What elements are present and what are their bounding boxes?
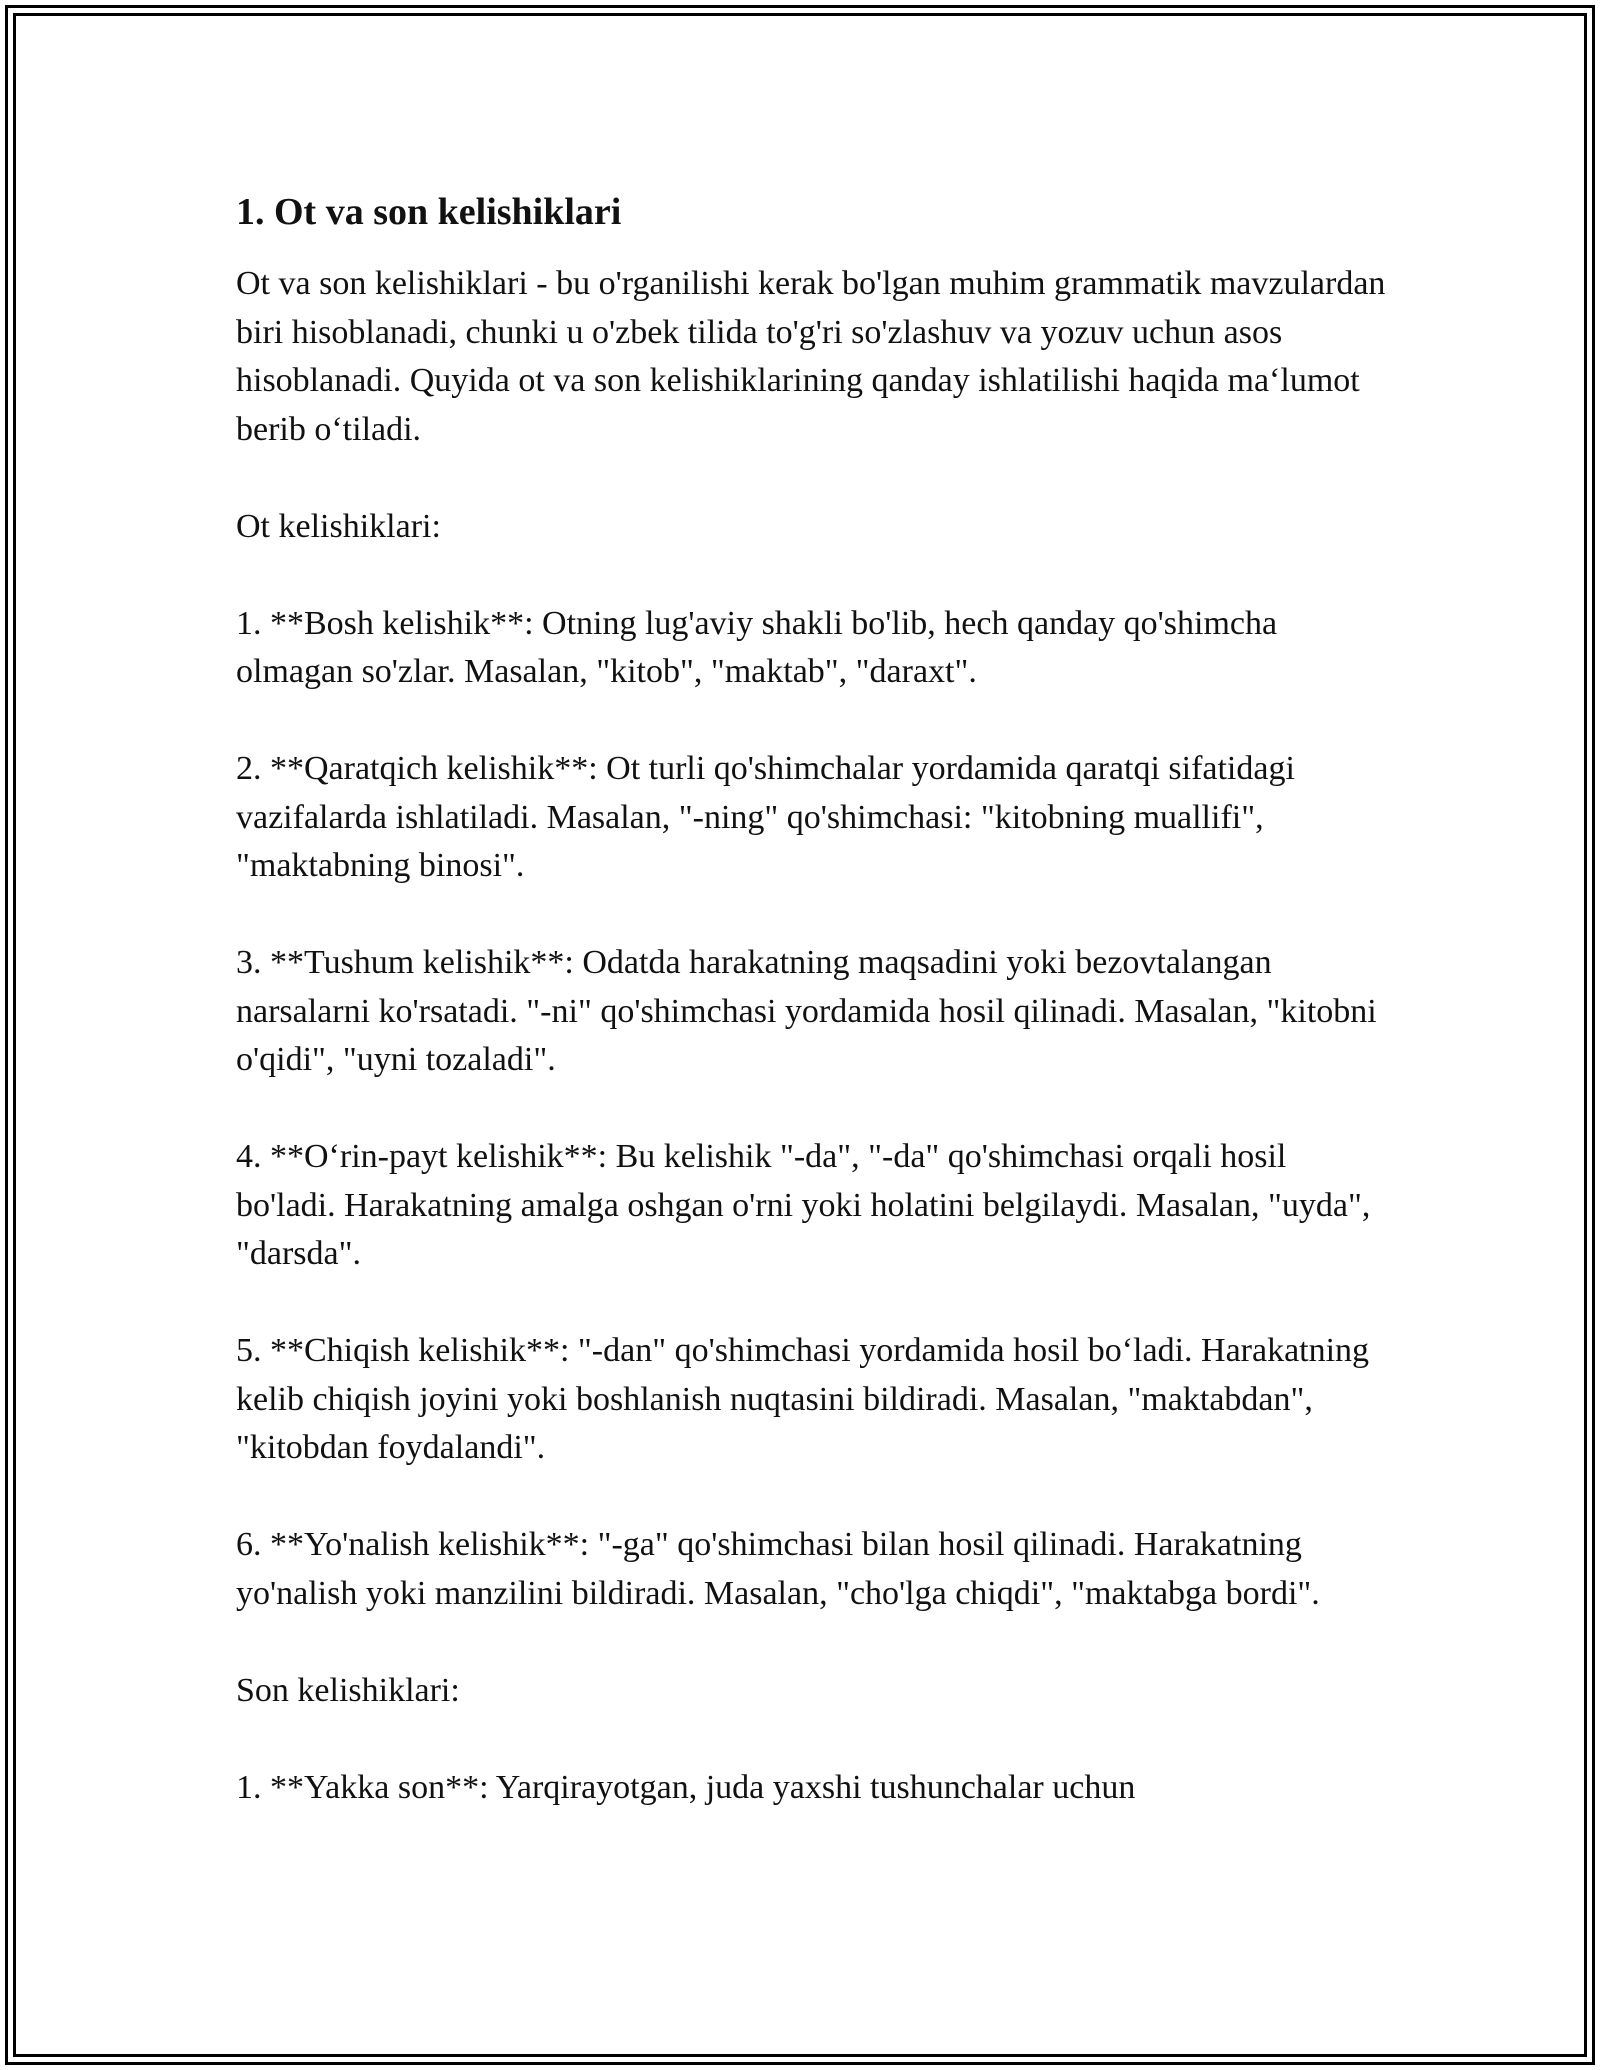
- page-title: 1. Ot va son kelishiklari: [236, 191, 622, 233]
- ot-item-4: 4. **O‘rin-payt kelishik**: Bu kelishik "-da", "-da" qo'shimchasi orqali hosil bo'ladi. Harakatning amalga oshgan o'rni yoki holatini belgilaydi. Masalan, "uyda", "darsda".: [236, 1138, 1371, 1272]
- ot-item-3: 3. **Tushum kelishik**: Odatda harakatning maqsadini yoki bezovtalangan narsalarni ko'rsatadi. "-ni" qo'shimchasi yordamida hosil qilinadi. Masalan, "kitobni o'qidi", "uyni tozaladi".: [236, 944, 1377, 1078]
- ot-item-2: 2. **Qaratqich kelishik**: Ot turli qo'shimchalar yordamida qaratqi sifatidagi vazifalarda ishlatiladi. Masalan, "-ning" qo'shimchasi: "kitobning muallifi", "maktabning binosi".: [236, 750, 1295, 884]
- son-heading: Son kelishiklari:: [236, 1671, 460, 1709]
- ot-item-1: 1. **Bosh kelishik**: Otning lug'aviy shakli bo'lib, hech qanday qo'shimcha olmagan so'zlar. Masalan, "kitob", "maktab", "daraxt".: [236, 604, 1278, 690]
- ot-item-6: 6. **Yo'nalish kelishik**: "-ga" qo'shimchasi bilan hosil qilinadi. Harakatning yo'nalish yoki manzilini bildiradi. Masalan, "cho'lga chiqdi", "maktabga bordi".: [236, 1526, 1320, 1612]
- ot-item-5: 5. **Chiqish kelishik**: "-dan" qo'shimchasi yordamida hosil bo‘ladi. Harakatning kelib chiqish joyini yoki boshlanish nuqtasini bildiradi. Masalan, "maktabdan", "kitobdan foydalandi".: [236, 1332, 1370, 1466]
- son-item-1: 1. **Yakka son**: Yarqirayotgan, juda yaxshi tushunchalar uchun: [236, 1768, 1136, 1806]
- intro-paragraph: Ot va son kelishiklari - bu o'rganilishi kerak bo'lgan muhim grammatik mavzulardan biri hisoblanadi, chunki u o'zbek tilida to'g'ri so'zlashuv va yozuv uchun asos hisoblanadi. Quyida ot va son kelishiklarining qanday ishlatilishi haqida ma‘lumot berib o‘tiladi.: [236, 265, 1386, 448]
- document-body: [236, 186, 1386, 1812]
- ot-heading: Ot kelishiklari:: [236, 507, 441, 545]
